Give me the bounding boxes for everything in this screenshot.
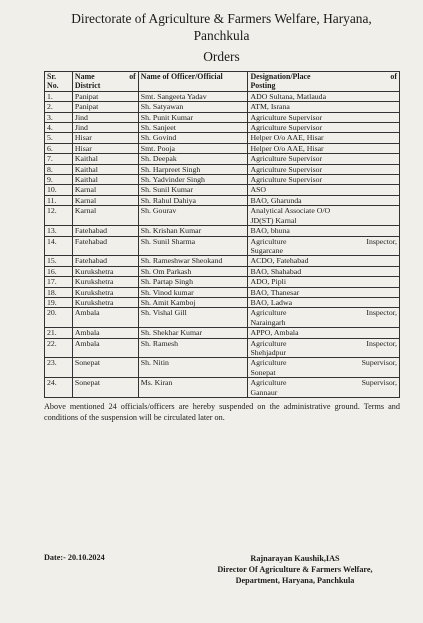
officer-cell: Sh. Rameshwar Sheokand	[138, 256, 248, 266]
district-cell: Kurukshetra	[72, 266, 138, 276]
posting-cell: Agriculture Supervisor	[248, 123, 400, 133]
order-date: Date:- 20.10.2024	[44, 553, 105, 562]
district-cell: Panipat	[72, 102, 138, 112]
posting-cell: Analytical Associate O/O JD(ST) Karnal	[248, 206, 400, 226]
table-row	[45, 378, 400, 398]
sr-cell: 19.	[45, 297, 73, 307]
district-cell: Karnal	[72, 195, 138, 205]
table-row	[45, 266, 400, 276]
district-cell: Kaithal	[72, 154, 138, 164]
table-row	[45, 102, 400, 112]
officer-cell: Sh. Govind	[138, 133, 248, 143]
table-row	[45, 123, 400, 133]
table-row	[45, 154, 400, 164]
officer-cell: Sh. Satyawan	[138, 102, 248, 112]
sr-cell: 24.	[45, 378, 73, 398]
district-cell: Sonepat	[72, 358, 138, 378]
district-cell: Jind	[72, 123, 138, 133]
posting-cell: BAO, bhuna	[248, 226, 400, 236]
sr-cell: 15.	[45, 256, 73, 266]
table-row	[45, 358, 400, 378]
posting-cell: ADO Sultana, Matlauda	[248, 91, 400, 101]
district-cell: Fatehabad	[72, 236, 138, 256]
district-cell: Kurukshetra	[72, 297, 138, 307]
posting-cell: APPO, Ambala	[248, 328, 400, 338]
table-row	[45, 206, 400, 226]
district-cell: Ambala	[72, 308, 138, 328]
officer-cell: Sh. Deepak	[138, 154, 248, 164]
district-cell: Jind	[72, 112, 138, 122]
sr-cell: 18.	[45, 287, 73, 297]
posting-cell: Agriculture Supervisor	[248, 154, 400, 164]
table-row	[45, 164, 400, 174]
table-row	[45, 133, 400, 143]
district-cell: Panipat	[72, 91, 138, 101]
table-row	[45, 143, 400, 153]
sr-cell: 2.	[45, 102, 73, 112]
sr-cell: 20.	[45, 308, 73, 328]
officer-cell: Sh. Gourav	[138, 206, 248, 226]
table-row	[45, 287, 400, 297]
table-row	[45, 112, 400, 122]
posting-cell: ADO, Pipli	[248, 277, 400, 287]
col-sr-no: Sr. No.	[45, 72, 73, 92]
document-header	[44, 10, 399, 44]
posting-cell: Agriculture Supervisor, Gannaur	[248, 378, 400, 398]
officer-cell: Sh. Nitin	[138, 358, 248, 378]
sr-cell: 9.	[45, 175, 73, 185]
signatory-title: Director Of Agriculture & Farmers Welfare,	[217, 565, 373, 574]
district-cell: Fatehabad	[72, 256, 138, 266]
sr-cell: 4.	[45, 123, 73, 133]
officer-cell: Ms. Kiran	[138, 378, 248, 398]
officer-cell: Sh. Shekhar Kumar	[138, 328, 248, 338]
table-row	[45, 91, 400, 101]
table-row	[45, 226, 400, 236]
table-row	[45, 328, 400, 338]
posting-cell: Helper O/o AAE, Hisar	[248, 143, 400, 153]
suspension-notice: Above mentioned 24 officials/officers are hereby suspended on the administrative ground. Terms and conditions of the suspension will be circulated later on.	[44, 402, 400, 422]
sr-cell: 22.	[45, 338, 73, 358]
district-cell: Sonepat	[72, 378, 138, 398]
signatory-name: Rajnarayan Kaushik,IAS	[250, 554, 340, 563]
officer-cell: Sh. Yadvinder Singh	[138, 175, 248, 185]
col-posting: Designation/Place of Posting	[248, 72, 400, 92]
sr-cell: 3.	[45, 112, 73, 122]
posting-cell: BAO, Gharunda	[248, 195, 400, 205]
table-row	[45, 256, 400, 266]
posting-cell: Agriculture Supervisor	[248, 112, 400, 122]
signatory-department: Department, Haryana, Panchkula	[235, 576, 355, 585]
sr-cell: 7.	[45, 154, 73, 164]
district-cell: Kurukshetra	[72, 277, 138, 287]
district-cell: Ambala	[72, 338, 138, 358]
sr-cell: 14.	[45, 236, 73, 256]
table-row	[45, 175, 400, 185]
officer-cell: Sh. Punit Kumar	[138, 112, 248, 122]
posting-cell: BAO, Thanesar	[248, 287, 400, 297]
officer-cell: Sh. Sanjeet	[138, 123, 248, 133]
officer-cell: Sh. Sunil Sharma	[138, 236, 248, 256]
table-row	[45, 338, 400, 358]
district-cell: Kaithal	[72, 164, 138, 174]
district-cell: Ambala	[72, 328, 138, 338]
posting-cell: Helper O/o AAE, Hisar	[248, 133, 400, 143]
table-header-row	[45, 72, 400, 92]
district-cell: Kaithal	[72, 175, 138, 185]
officer-cell: Sh. Vishal Gill	[138, 308, 248, 328]
officer-cell: Sh. Partap Singh	[138, 277, 248, 287]
table-body	[45, 91, 400, 397]
orders-heading: Orders	[203, 49, 240, 64]
district-cell: Hisar	[72, 143, 138, 153]
posting-cell: ACDO, Fatehabad	[248, 256, 400, 266]
table-row	[45, 236, 400, 256]
posting-cell: Agriculture Inspector, Sugarcane	[248, 236, 400, 256]
posting-cell: Agriculture Supervisor	[248, 175, 400, 185]
posting-cell: Agriculture Inspector, Shehjadpur	[248, 338, 400, 358]
officer-cell: Sh. Vinod kumar	[138, 287, 248, 297]
sr-cell: 6.	[45, 143, 73, 153]
table-row	[45, 185, 400, 195]
posting-cell: Agriculture Supervisor, Sonepat	[248, 358, 400, 378]
table-row	[45, 297, 400, 307]
sr-cell: 21.	[45, 328, 73, 338]
officer-cell: Sh. Sunil Kumar	[138, 185, 248, 195]
sr-cell: 10.	[45, 185, 73, 195]
district-cell: Fatehabad	[72, 226, 138, 236]
signature-block	[202, 553, 388, 586]
table-row	[45, 277, 400, 287]
officer-cell: Sh. Harpreet Singh	[138, 164, 248, 174]
district-cell: Karnal	[72, 185, 138, 195]
district-cell: Kurukshetra	[72, 287, 138, 297]
posting-cell: BAO, Shahabad	[248, 266, 400, 276]
officer-cell: Sh. Om Parkash	[138, 266, 248, 276]
posting-cell: Agriculture Supervisor	[248, 164, 400, 174]
officer-cell: Sh. Ramesh	[138, 338, 248, 358]
sr-cell: 11.	[45, 195, 73, 205]
sr-cell: 16.	[45, 266, 73, 276]
header-line-1: Directorate of Agriculture & Farmers Welfare, Haryana,	[71, 11, 372, 26]
sr-cell: 13.	[45, 226, 73, 236]
col-district: Name of District	[72, 72, 138, 92]
officer-cell: Sh. Krishan Kumar	[138, 226, 248, 236]
officer-cell: Smt. Sangeeta Yadav	[138, 91, 248, 101]
sr-cell: 5.	[45, 133, 73, 143]
table-row	[45, 308, 400, 328]
posting-cell: ASO	[248, 185, 400, 195]
sr-cell: 8.	[45, 164, 73, 174]
sr-cell: 23.	[45, 358, 73, 378]
officer-cell: Sh. Amit Kamboj	[138, 297, 248, 307]
district-cell: Karnal	[72, 206, 138, 226]
suspension-table	[44, 71, 400, 398]
sr-cell: 1.	[45, 91, 73, 101]
sr-cell: 17.	[45, 277, 73, 287]
sr-cell: 12.	[45, 206, 73, 226]
posting-cell: BAO, Ladwa	[248, 297, 400, 307]
district-cell: Hisar	[72, 133, 138, 143]
table-row	[45, 195, 400, 205]
header-line-2: Panchkula	[193, 28, 250, 43]
col-officer: Name of Officer/Official	[138, 72, 248, 92]
posting-cell: Agriculture Inspector, Naraingarh	[248, 308, 400, 328]
officer-cell: Sh. Rahul Dahiya	[138, 195, 248, 205]
officer-cell: Smt. Pooja	[138, 143, 248, 153]
posting-cell: ATM, Israna	[248, 102, 400, 112]
